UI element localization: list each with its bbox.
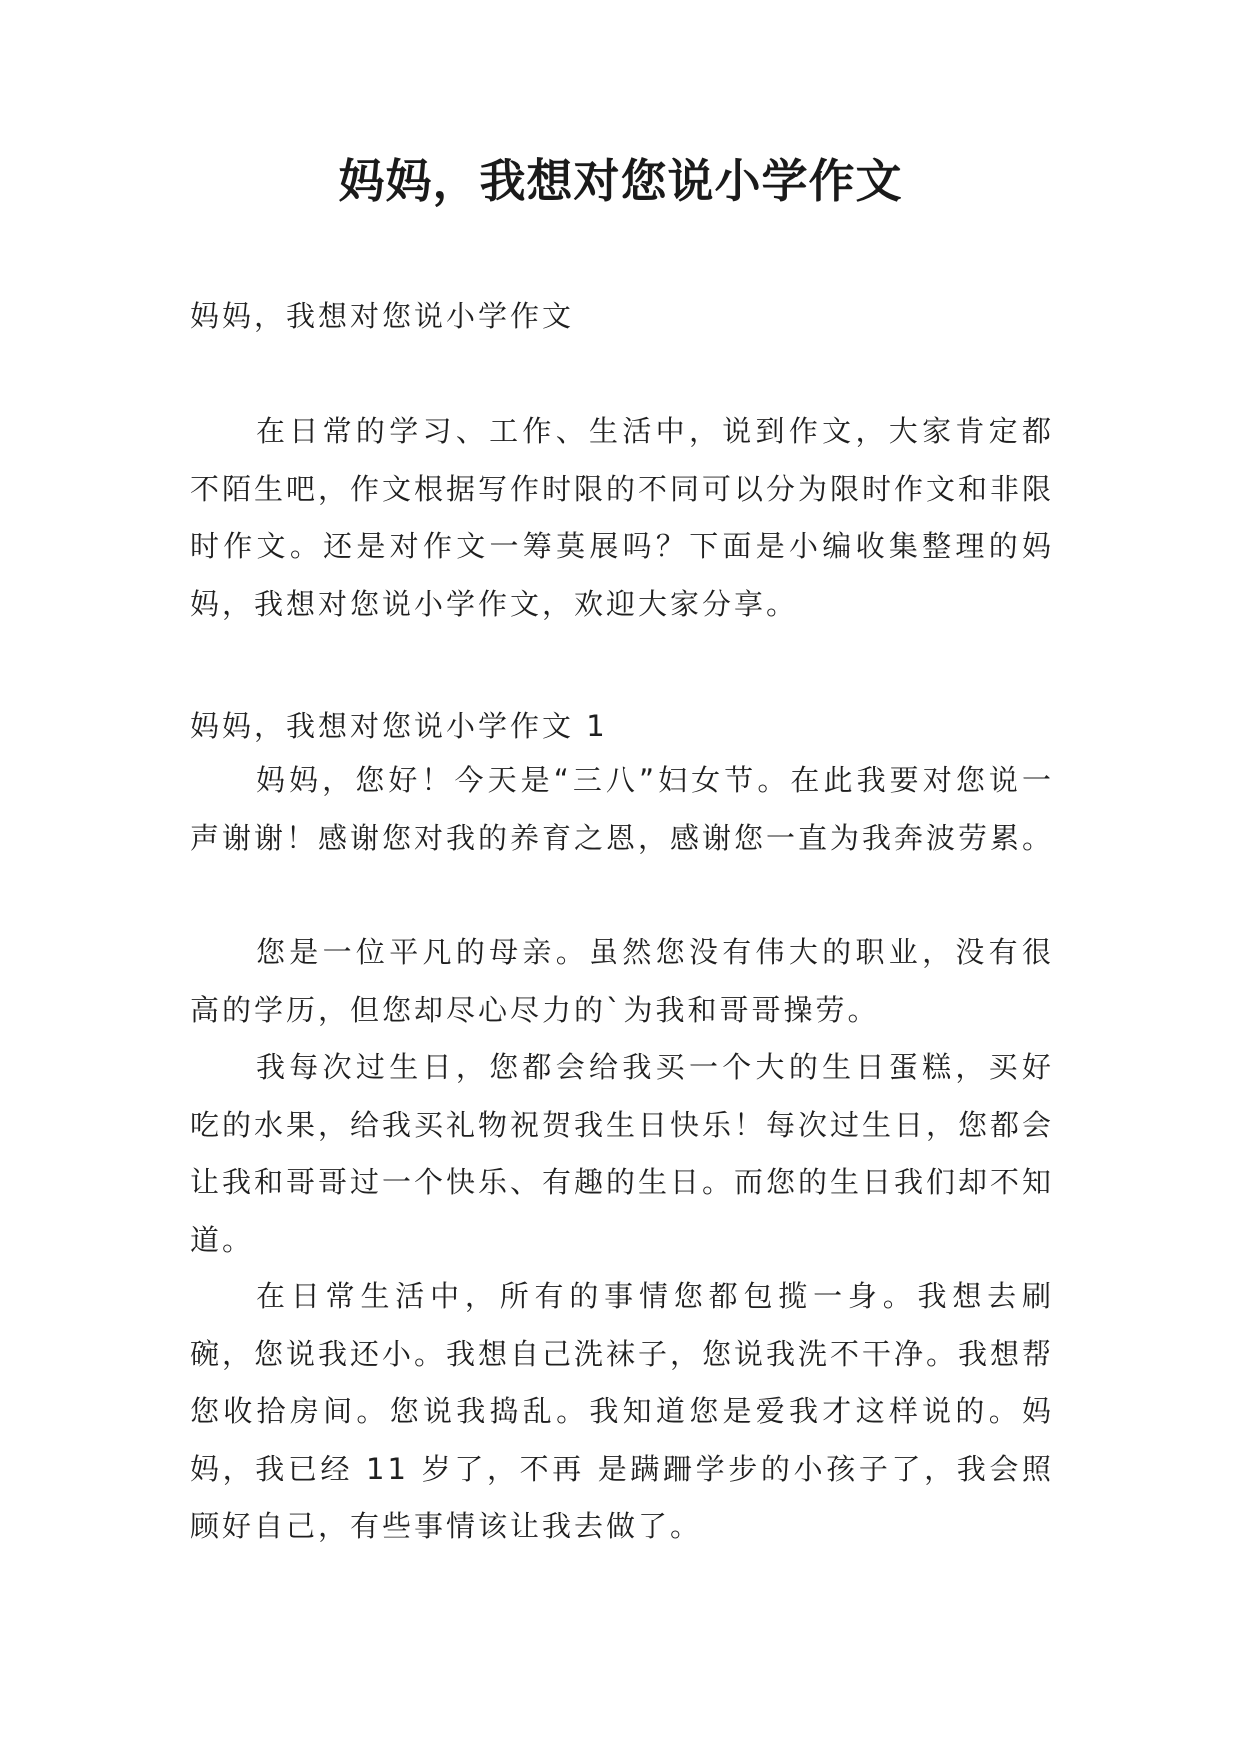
document-subtitle: 妈妈，我想对您说小学作文 <box>190 299 575 333</box>
section-heading: 妈妈，我想对您说小学作文 1 <box>190 709 608 743</box>
body-paragraph-3: 我每次过生日，您都会给我买一个大的生日蛋糕，买好吃的水果，给我买礼物祝贺我生日快乐！每次过生日，您都会让我和哥哥过一个快乐、有趣的生日。而您的生日我们却不知道。 <box>190 1050 1055 1257</box>
document-title: 妈妈，我想对您说小学作文 <box>338 154 903 208</box>
body-paragraph-2: 您是一位平凡的母亲。虽然您没有伟大的职业，没有很高的学历，但您却尽心尽力的`为我和哥哥操劳。 <box>190 935 1054 1027</box>
body-paragraph-4: 在日常生活中，所有的事情您都包揽一身。我想去刷碗，您说我还小。我想自己洗袜子，您说我洗不干净。我想帮您收拾房间。您说我捣乱。我知道您是爱我才这样说的。妈妈，我已经 11 岁了，不再 是蹒跚学步的小孩子了，我会照顾好自己，有些事情该让我去做了。 <box>190 1279 1055 1543</box>
intro-paragraph: 在日常的学习、工作、生活中，说到作文，大家肯定都不陌生吧，作文根据写作时限的不同可以分为限时作文和非限时作文。还是对作文一筹莫展吗？下面是小编收集整理的妈妈，我想对您说小学作文，欢迎大家分享。 <box>190 414 1055 621</box>
body-paragraph-1: 妈妈，您好！今天是“三八”妇女节。在此我要对您说一声谢谢！感谢您对我的养育之恩，感谢您一直为我奔波劳累。 <box>190 763 1055 855</box>
